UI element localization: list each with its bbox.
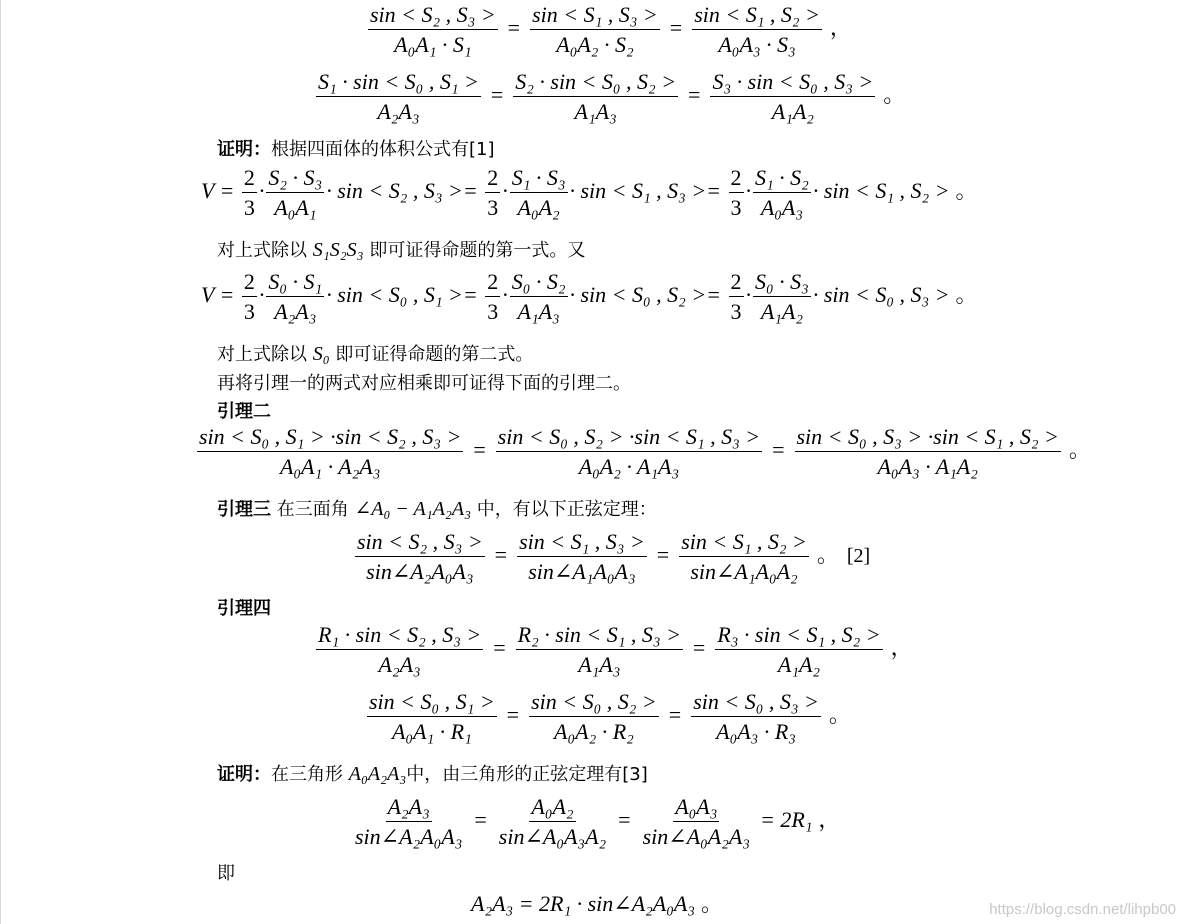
eq5-frac3-den: A₀A₃ · A₁A₂ xyxy=(877,454,978,479)
eq3-three-c: 3 xyxy=(730,195,742,220)
eq4-a-tail: · sin < S₀ , S₁ >= xyxy=(326,282,478,308)
eq6-frac1-den: sin∠A₂A₀A₃ xyxy=(366,559,474,584)
lemma-3-math: ∠A₀ − A₁A₂A₃ xyxy=(354,498,472,520)
lemma-3-pre: 在三面角 xyxy=(276,499,349,520)
eq6-frac2-num: sin < S₁ , S₃ > xyxy=(517,531,647,557)
eq1-frac1-num: sin < S₂ , S₃ > xyxy=(368,4,498,30)
text-line-4: 即 xyxy=(217,863,235,884)
eq9-frac3-num: A₀A₃ xyxy=(673,796,719,822)
eq6-frac1-num: sin < S₂ , S₃ > xyxy=(355,531,485,557)
text2-post: 即可证得命题的第二式。 xyxy=(335,344,534,365)
eq2-frac1-den: A₂A₃ xyxy=(377,99,420,124)
eq4-three-b: 3 xyxy=(487,299,499,324)
eq7-frac1-den: A₂A₃ xyxy=(378,652,421,677)
eq3-c-den: A₀A₃ xyxy=(760,195,803,220)
eq7-frac2-num: R₂ · sin < S₁ , S₃ > xyxy=(516,624,683,650)
eq9-frac1-num: A₂A₃ xyxy=(386,796,432,822)
eq3-lhs: V = xyxy=(201,178,235,204)
eq4-two-c: 2 xyxy=(729,271,744,297)
eq3-two-a: 2 xyxy=(242,167,257,193)
eq1-end: ， xyxy=(829,15,852,41)
eq4-a-den: A₂A₃ xyxy=(274,299,317,324)
proof-1-text: 根据四面体的体积公式有[1] xyxy=(271,139,495,160)
eq8-frac3-num: sin < S₀ , S₃ > xyxy=(691,691,821,717)
eq3-three-b: 3 xyxy=(487,195,499,220)
eq3-a-num: S₂ · S₃ xyxy=(266,167,324,193)
eq5-end: 。 xyxy=(1068,437,1091,463)
lemma-2-label xyxy=(217,403,271,421)
eq10-expr: A₂A₃ = 2R₁ · sin∠A₂A₀A₃ xyxy=(471,891,695,916)
eq7-frac1-num: R₁ · sin < S₂ , S₃ > xyxy=(316,624,483,650)
eq8-frac2-den: A₀A₂ · R₂ xyxy=(554,719,634,744)
eq3-c-tail: · sin < S₁ , S₂ > xyxy=(812,178,950,204)
text-line-2 xyxy=(217,344,533,364)
eq8-frac2-num: sin < S₀ , S₂ > xyxy=(529,691,659,717)
eq3-two-b: 2 xyxy=(485,167,500,193)
eq4-b-den: A₁A₃ xyxy=(517,299,560,324)
eq4-end: 。 xyxy=(955,282,978,308)
equation-10 xyxy=(471,893,723,915)
proof-2-pre: 在三角形 xyxy=(271,764,343,785)
eq6-frac3-den: sin∠A₁A₀A₂ xyxy=(690,559,798,584)
eq4-lhs: V = xyxy=(201,282,235,308)
eq2-end: 。 xyxy=(883,82,906,108)
equation-8: $\frac{\text{sin < S₀ , S₁ >}}{\text{A₀A₁ · R₁}}$ = $\frac{\text{sin < S₀ , S₂ >}}{\text{A₀A₂ · R₂}}$ = $\frac{\text{sin < S₀ , S₃ >}}{\text{A₀A₃ · R₃}}$ 。 xyxy=(369,689,851,744)
eq1-frac3-num: sin < S₁ , S₂ > xyxy=(692,4,822,30)
lemma-4-label xyxy=(217,600,271,618)
eq4-b-tail: · sin < S₀ , S₂ >= xyxy=(569,282,722,308)
eq7-frac3-num: R₃ · sin < S₁ , S₂ > xyxy=(715,624,882,650)
eq6-frac3-num: sin < S₁ , S₂ > xyxy=(679,531,809,557)
equation-7: $\frac{\text{R₁ · sin < S₂ , S₃ >}}{\text{A₂A₃}}$ = $\frac{\text{R₂ · sin < S₁ , S₃ >}}{\text{A₁A₃}}$ = $\frac{\text{R₃ · sin < S₁ , S₂ >}}{\text{A₁A₂}}$ ， xyxy=(318,622,913,677)
eq4-two-b: 2 xyxy=(485,271,500,297)
eq3-b-den: A₀A₂ xyxy=(517,195,560,220)
eq4-a-num: S₀ · S₁ xyxy=(266,271,324,297)
eq9-end: ， xyxy=(818,807,841,833)
eq7-frac3-den: A₁A₂ xyxy=(777,652,821,677)
eq7-frac2-den: A₁A₃ xyxy=(578,652,621,677)
eq4-c-num: S₀ · S₃ xyxy=(753,271,811,297)
eq2-frac2-num: S₂ · sin < S₀ , S₂ > xyxy=(513,71,678,97)
eq1-frac1-den: A₀A₁ · S₁ xyxy=(394,32,472,57)
text1-pre: 对上式除以 xyxy=(217,240,307,261)
eq2-frac3-den: A₁A₂ xyxy=(771,99,814,124)
eq9-frac1-den: sin∠A₂A₀A₃ xyxy=(355,824,463,849)
eq1-frac2-num: sin < S₁ , S₃ > xyxy=(530,4,660,30)
equation-5: $\frac{\text{sin < S₀ , S₁ > ·sin < S₂ , S₃ >}}{\text{A₀A₁ · A₂A₃}}$ = $\frac{\text{sin < S₀ , S₂ > ·sin < S₁ , S₃ >}}{\text{A₀A₂ · A₁A₃}}$ = $\frac{\text{sin < S₀ , S₃ > ·sin < S₁ , S₂ >}}{\text{A₀A₃ · A₁A₂}}$ 。 xyxy=(199,424,1091,479)
eq10-end: 。 xyxy=(700,891,723,916)
eq7-end: ， xyxy=(890,635,913,661)
eq9-frac3-den: sin∠A₀A₂A₃ xyxy=(642,824,750,849)
eq5-frac1-num: sin < S₀ , S₁ > ·sin < S₂ , S₃ > xyxy=(197,426,463,452)
eq3-three-a: 3 xyxy=(243,195,255,220)
eq1-frac2-den: A₀A₂ · S₂ xyxy=(556,32,634,57)
eq8-frac3-den: A₀A₃ · R₃ xyxy=(716,719,796,744)
proof-2-label: 证明： xyxy=(217,764,271,785)
proof-2-post: 中，由三角形的正弦定理有[3] xyxy=(406,764,648,785)
watermark-url: https://blog.csdn.net/lihpb00 xyxy=(989,901,1176,918)
eq6-frac2-den: sin∠A₁A₀A₃ xyxy=(528,559,636,584)
eq3-b-num: S₁ · S₃ xyxy=(510,167,568,193)
equation-1: $\frac{\text{sin < S₂ , S₃ >}}{\text{A₀A₁ · S₁}}$ = $\frac{\text{sin < S₁ , S₃ >}}{\text{A₀A₂ · S₂}}$ = $\frac{\text{sin < S₁ , S₂ >}}{\text{A₀A₃ · S₃}}$ ， xyxy=(370,2,852,57)
eq4-three-c: 3 xyxy=(730,299,742,324)
eq6-end: 。 xyxy=(816,542,839,568)
text2-pre: 对上式除以 xyxy=(217,344,307,365)
proof-2-line xyxy=(217,764,648,784)
lemma-4-title: 引理四 xyxy=(217,598,271,619)
lemma-2-title: 引理二 xyxy=(217,401,271,422)
lemma-3-line xyxy=(217,499,657,519)
eq9-frac2-num: A₀A₂ xyxy=(529,796,575,822)
text-line-1 xyxy=(217,240,585,260)
eq3-b-tail: · sin < S₁ , S₃ >= xyxy=(569,178,722,204)
eq3-two-c: 2 xyxy=(729,167,744,193)
eq2-frac3-num: S₃ · sin < S₀ , S₃ > xyxy=(710,71,875,97)
lemma-3-post: 中，有以下正弦定理： xyxy=(476,499,657,520)
eq2-frac2-den: A₁A₃ xyxy=(574,99,617,124)
text2-math: S₀ xyxy=(312,343,330,365)
eq3-a-den: A₀A₁ xyxy=(274,195,317,220)
eq9-tail: = 2R₁ xyxy=(759,807,813,833)
equation-4: V = $\frac{2}{3}$ · $\frac{\text{S₀ · S₁}}{\text{A₂A₃}}$ · sin < S₀ , S₁ >= $\frac{2}{3}$ · $\frac{\text{S₀ · S₂}}{\text{A₁A₃}}$ · sin < S₀ , S₂ >= $\frac{2}{3}$ · $\frac{\text{S₀ · S₃}}{\text{A₁A₂}}$ · sin < S₀ , S₃ > 。 xyxy=(201,269,978,324)
eq8-end: 。 xyxy=(828,702,851,728)
proof-2-math: A₀A₂A₃ xyxy=(348,763,407,785)
eq8-frac1-den: A₀A₁ · R₁ xyxy=(391,719,472,744)
equation-6: $\frac{\text{sin < S₂ , S₃ >}}{\text{sin∠A₂A₀A₃}}$ = $\frac{\text{sin < S₁ , S₃ >}}{\text{sin∠A₁A₀A₃}}$ = $\frac{\text{sin < S₁ , S₂ >}}{\text{sin∠A₁A₀A₂}}$ 。 [2] xyxy=(357,529,871,584)
equation-2: $\frac{\text{S₁ · sin < S₀ , S₁ >}}{\text{A₂A₃}}$ = $\frac{\text{S₂ · sin < S₀ , S₂ >}}{\text{A₁A₃}}$ = $\frac{\text{S₃ · sin < S₀ , S₃ >}}{\text{A₁A₂}}$ 。 xyxy=(318,69,906,124)
text-line-3: 再将引理一的两式对应相乘即可证得下面的引理二。 xyxy=(217,373,631,394)
eq2-frac1-num: S₁ · sin < S₀ , S₁ > xyxy=(316,71,481,97)
text1-math: S₁S₂S₃ xyxy=(312,239,364,261)
eq8-frac1-num: sin < S₀ , S₁ > xyxy=(367,691,497,717)
proof-1-line xyxy=(217,141,495,159)
lemma-3-title: 引理三 xyxy=(217,499,271,520)
eq5-frac2-num: sin < S₀ , S₂ > ·sin < S₁ , S₃ > xyxy=(496,426,762,452)
equation-3: V = $\frac{2}{3}$ · $\frac{\text{S₂ · S₃}}{\text{A₀A₁}}$ · sin < S₂ , S₃ >= $\frac{2}{3}$ · $\frac{\text{S₁ · S₃}}{\text{A₀A₂}}$ · sin < S₁ , S₃ >= $\frac{2}{3}$ · $\frac{\text{S₁ · S₂}}{\text{A₀A₃}}$ · sin < S₁ , S₂ > 。 xyxy=(201,165,978,220)
eq4-c-tail: · sin < S₀ , S₃ > xyxy=(812,282,950,308)
eq9-frac2-den: sin∠A₀A₃A₂ xyxy=(498,824,607,849)
text1-post: 即可证得命题的第一式。又 xyxy=(369,240,586,261)
eq6-citation: [2] xyxy=(846,545,871,568)
eq3-end: 。 xyxy=(955,178,978,204)
equation-9: $\frac{\text{A₂A₃}}{\text{sin∠A₂A₀A₃}}$ = $\frac{\text{A₀A₂}}{\text{sin∠A₀A₃A₂}}$ = $\frac{\text{A₀A₃}}{\text{sin∠A₀A₂A₃}}$ = 2R₁ ， xyxy=(355,794,841,849)
eq3-a-tail: · sin < S₂ , S₃ >= xyxy=(326,178,478,204)
eq5-frac3-num: sin < S₀ , S₃ > ·sin < S₁ , S₂ > xyxy=(795,426,1061,452)
eq5-frac1-den: A₀A₁ · A₂A₃ xyxy=(279,454,381,479)
eq5-frac2-den: A₀A₂ · A₁A₃ xyxy=(578,454,680,479)
proof-1-label: 证明： xyxy=(217,139,271,160)
eq4-two-a: 2 xyxy=(242,271,257,297)
eq4-b-num: S₀ · S₂ xyxy=(510,271,568,297)
eq4-three-a: 3 xyxy=(243,299,255,324)
eq1-frac3-den: A₀A₃ · S₃ xyxy=(718,32,796,57)
eq4-c-den: A₁A₂ xyxy=(760,299,803,324)
eq3-c-num: S₁ · S₂ xyxy=(753,167,811,193)
